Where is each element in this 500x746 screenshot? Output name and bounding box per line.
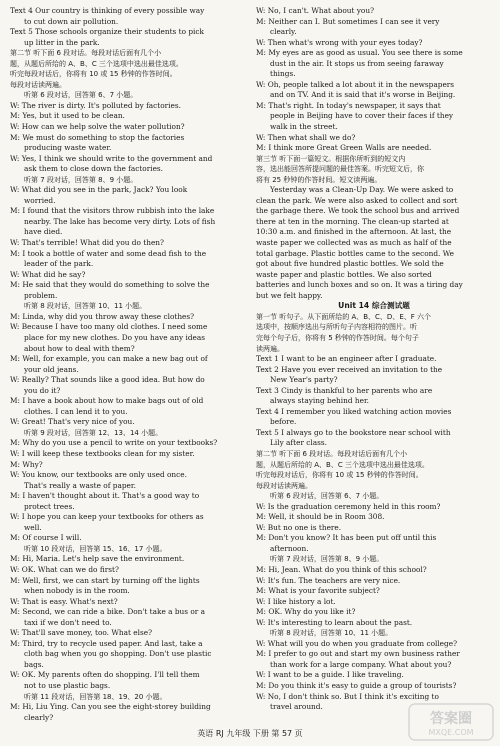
text-line: you do it?: [24, 385, 61, 395]
text-line: your old jeans.: [24, 364, 79, 374]
text-line: W: Great! That's very nice of you.: [10, 417, 135, 427]
text-line: walk in the street.: [270, 122, 338, 132]
left-column: [10, 6, 246, 723]
text-line: W: Yes, I think we should write to the government and: [10, 153, 213, 163]
text-line: 第一节 听句子。从下面所给的 A、B、C、D、E、F 六个: [256, 312, 431, 321]
text-line: Yesterday was a Clean-Up Day. We were asked to: [270, 185, 454, 195]
text-line: always staying behind her.: [270, 396, 370, 406]
text-line: 将有 25 秒钟的作答时间。短文读两遍。: [256, 175, 382, 184]
text-line: dust in the air. It stops us from seeing faraway: [270, 58, 444, 68]
text-line: M: Why do you use a pencil to write on your textbooks?: [10, 438, 218, 448]
text-line: W: No, I don't think so. But I think it's exciting to: [256, 691, 439, 701]
text-line: W: Really? That sounds like a good idea. But how do: [10, 375, 205, 385]
text-line: producing waste water.: [24, 143, 112, 153]
text-line: 听第 9 段对话，回答第 12、13、14 小题。: [24, 428, 163, 437]
text-line: M: I found that the visitors throw rubbish into the lake: [10, 206, 215, 216]
text-line: total garbage. Plastic bottles came to the second. We: [256, 248, 455, 258]
text-line: Lily after class.: [270, 438, 328, 448]
text-line: M: Of course I will.: [10, 533, 82, 543]
text-line: nearby. The lake has become very dirty. Lots of fish: [24, 216, 216, 226]
text-line: when nobody is in the room.: [24, 586, 130, 596]
text-line: M: Hi, Liu Ying. Can you see the eight-storey building: [10, 702, 211, 712]
text-line: W: It's fun. The teachers are very nice.: [256, 575, 401, 585]
text-line: 选项中，按顺序选出与所听句子内容相符的图片。听: [256, 323, 417, 332]
text-line: 题，从题后所给的 A、B、C 三个选项中选出最佳选项。: [256, 460, 429, 469]
text-line: 每段对话读两遍。: [10, 80, 66, 89]
text-line: M: Third, try to recycle used paper. And last, take a: [10, 638, 203, 648]
text-line: W: Oh, people talked a lot about it in the newspapers: [256, 79, 455, 89]
text-line: to cut down air pollution.: [24, 16, 119, 26]
text-line: 完每个句子后，你将有 5 秒钟的作答时间。每个句子: [256, 333, 419, 342]
text-line: batteries and lunch boxes and so on. It was a tiring day: [256, 280, 463, 290]
text-line: W: The river is dirty. It's polluted by factories.: [10, 100, 181, 110]
text-line: M: What is your favorite subject?: [256, 586, 380, 596]
text-line: ask them to close down the factories.: [24, 164, 164, 174]
text-line: M: We must do something to stop the factories: [10, 132, 185, 142]
text-line: there at ten in the morning. The clean-up started at: [256, 216, 449, 226]
text-line: 听第 6 段对话，回答第 6、7 小题。: [24, 91, 138, 100]
text-line: but we felt happy.: [256, 290, 323, 300]
text-line: waste paper and plastic bottles. We also sorted: [256, 269, 432, 279]
text-line: New Year's party?: [270, 375, 338, 385]
text-line: 听第 8 段对话，回答第 10、11 小题。: [24, 302, 147, 311]
text-line: 每段对话读两遍。: [256, 481, 312, 490]
text-line: about how to deal with them?: [24, 343, 135, 353]
text-line: 第二节 听下面 6 段对话。每段对话后面有几个小: [10, 49, 162, 58]
text-line: bags.: [24, 659, 44, 669]
text-line: Text 2 Have you ever received an invitation to the: [256, 364, 443, 374]
text-line: 听完每段对话后，你将有 10 或 15 秒钟的作答时间。: [256, 471, 423, 480]
text-line: M: I have a book about how to make bags out of old: [10, 396, 204, 406]
text-line: 听完每段对话后，你将有 10 或 15 秒钟的作答时间。: [10, 70, 177, 79]
text-line: W: No, I can't. What about you?: [256, 6, 375, 15]
text-line: Text 5 I always go to the bookstore near school with: [256, 427, 451, 437]
text-line: waste paper we collected was as much as half of the: [256, 238, 452, 248]
text-line: M: Second, we can ride a bike. Don't take a bus or a: [10, 607, 206, 617]
text-line: have died.: [24, 227, 63, 237]
text-line: than work for a large company. What about you?: [270, 659, 452, 669]
text-line: M: I think more Great Green Walls are needed.: [256, 143, 432, 153]
text-line: That's really a waste of paper.: [24, 480, 136, 490]
text-line: W: OK. My parents often do shopping. I'll tell them: [10, 670, 200, 680]
text-line: well.: [24, 522, 42, 532]
text-line: clean the park. We were also asked to collect and sort: [256, 195, 458, 205]
text-line: 第二节 听下面 6 段对话。每段对话后面有几个小: [256, 449, 408, 458]
text-line: worried.: [24, 195, 56, 205]
text-line: 听第 8 段对话，回答第 10、11 小题。: [270, 629, 393, 638]
text-line: things.: [270, 69, 296, 79]
text-line: clearly.: [270, 27, 297, 37]
text-line: W: It's interesting to learn about the past.: [256, 617, 413, 627]
text-line: clothes. I can lend it to you.: [24, 406, 128, 416]
text-line: M: I took a bottle of water and some dead fish to the: [10, 248, 207, 258]
text-line: Text 3 Cindy is thankful to her parents who are: [256, 385, 433, 395]
text-line: W: Then what shall we do?: [256, 132, 356, 142]
text-line: Text 4 Our country is thinking of every possible way: [10, 6, 205, 15]
text-line: 听第 11 段对话，回答第 18、19、20 小题。: [24, 692, 167, 701]
text-line: W: You know, our textbooks are only used once.: [10, 470, 187, 480]
watermark-title: 答案圈: [430, 711, 472, 727]
text-line: W: I want to be a guide. I like traveling.: [256, 670, 404, 680]
text-line: W: Then what's wrong with your eyes today?: [256, 37, 423, 47]
watermark-logo: [408, 702, 494, 742]
text-line: W: I like history a lot.: [256, 596, 336, 606]
text-line: M: My eyes are as good as usual. You see there is some: [256, 48, 463, 58]
text-line: M: That's right. In today's newspaper, it says that: [256, 100, 441, 110]
text-line: people in Beijing have to cover their faces if they: [270, 111, 454, 121]
text-line: M: Why?: [10, 459, 43, 469]
text-line: up litter in the park.: [24, 37, 100, 47]
text-line: W: That is easy. What's next?: [10, 596, 118, 606]
text-line: M: Hi, Jean. What do you think of this school?: [256, 564, 427, 574]
text-line: M: I prefer to go out and start my own business rather: [256, 649, 460, 659]
text-line: W: But no one is there.: [256, 522, 342, 532]
page-footer: 英语 RJ 九年级 下册 第 57 页: [197, 729, 303, 738]
text-line: W: What did he say?: [10, 269, 86, 279]
text-line: W: What did you see in the park, Jack? You look: [10, 185, 188, 195]
text-line: afternoon.: [270, 543, 309, 553]
text-line: 听第 7 段对话，回答第 8、9 小题。: [24, 175, 138, 184]
text-line: M: Linda, why did you throw away these clothes?: [10, 311, 195, 321]
text-line: M: He said that they would do something to solve the: [10, 280, 210, 290]
text-line: M: Don't you know? It has been put off until this: [256, 533, 437, 543]
text-line: M: Neither can I. But sometimes I can see it very: [256, 16, 440, 26]
text-line: place for my new clothes. Do you have any ideas: [24, 332, 206, 342]
text-line: W: I hope you can keep your textbooks for others as: [10, 512, 204, 522]
watermark-url: MXQE.COM: [428, 728, 474, 737]
text-line: W: What will you do when you graduate from college?: [256, 638, 458, 648]
text-line: M: Well, first, we can start by turning off the lights: [10, 575, 200, 585]
text-line: M: Well, for example, you can make a new bag out of: [10, 354, 208, 364]
right-column: [256, 6, 492, 713]
text-line: W: Because I have too many old clothes. I need some: [10, 322, 208, 332]
text-line: cloth bag when you go shopping. Don't use plastic: [24, 649, 212, 659]
text-line: 10:30 a.m. and finished in the afternoon. At last, the: [256, 227, 452, 237]
text-line: problem.: [24, 290, 58, 300]
text-line: Unit 14 综合测试题: [338, 301, 410, 311]
text-line: W: That's terrible! What did you do then?: [10, 238, 164, 248]
text-line: taxi if we don't need to.: [24, 617, 112, 627]
text-line: and on TV. And it is said that it's worse in Beijing.: [270, 90, 456, 100]
text-line: Text 4 I remember you liked watching action movies: [256, 406, 452, 416]
text-line: W: I will keep these textbooks clean for my sister.: [10, 448, 195, 458]
text-line: Text 5 Those schools organize their students to pick: [10, 27, 204, 37]
text-line: M: I haven't thought about it. That's a good way to: [10, 491, 200, 501]
text-line: 听第 10 段对话，回答第 15、16、17 小题。: [24, 544, 167, 553]
text-line: W: That'll save money, too. What else?: [10, 628, 153, 638]
text-line: M: Well, it should be in Room 308.: [256, 512, 385, 522]
text-line: protect trees.: [24, 501, 75, 511]
text-line: 读两遍。: [256, 344, 284, 353]
text-line: before.: [270, 417, 297, 427]
text-line: leader of the park.: [24, 259, 94, 269]
text-line: travel around.: [270, 702, 323, 712]
text-line: W: How can we help solve the water pollution?: [10, 122, 185, 132]
text-line: 听第 7 段对话，回答第 8、9 小题。: [270, 555, 384, 564]
text-line: W: OK. What can we do first?: [10, 564, 119, 574]
text-line: 容，选出能回答所提问题的最佳答案。听完短文后，你: [256, 165, 424, 174]
text-line: W: Is the graduation ceremony held in this room?: [256, 501, 441, 511]
text-line: clearly?: [24, 712, 54, 722]
text-line: the garbage there. We took the school bus and arrived: [256, 206, 460, 216]
text-line: M: Do you think it's easy to guide a group of tourists?: [256, 681, 457, 690]
text-line: 第三节 听下面一篇短文。根据你所听到的短文内: [256, 154, 406, 163]
text-line: Text 1 I want to be an engineer after I graduate.: [256, 354, 437, 364]
text-line: got about five hundred plastic bottles. We sold the: [256, 259, 444, 269]
text-line: M: OK. Why do you like it?: [256, 607, 356, 617]
text-line: not to use plastic bags.: [24, 681, 111, 690]
text-line: 听第 6 段对话，回答第 6、7 小题。: [270, 492, 384, 501]
text-line: 题，从题后所给的 A、B、C 三个选项中选出最佳选项。: [10, 59, 183, 68]
text-line: M: Hi, Maria. Let's help save the environment.: [10, 554, 185, 564]
text-line: M: Yes, but it used to be clean.: [10, 111, 125, 121]
